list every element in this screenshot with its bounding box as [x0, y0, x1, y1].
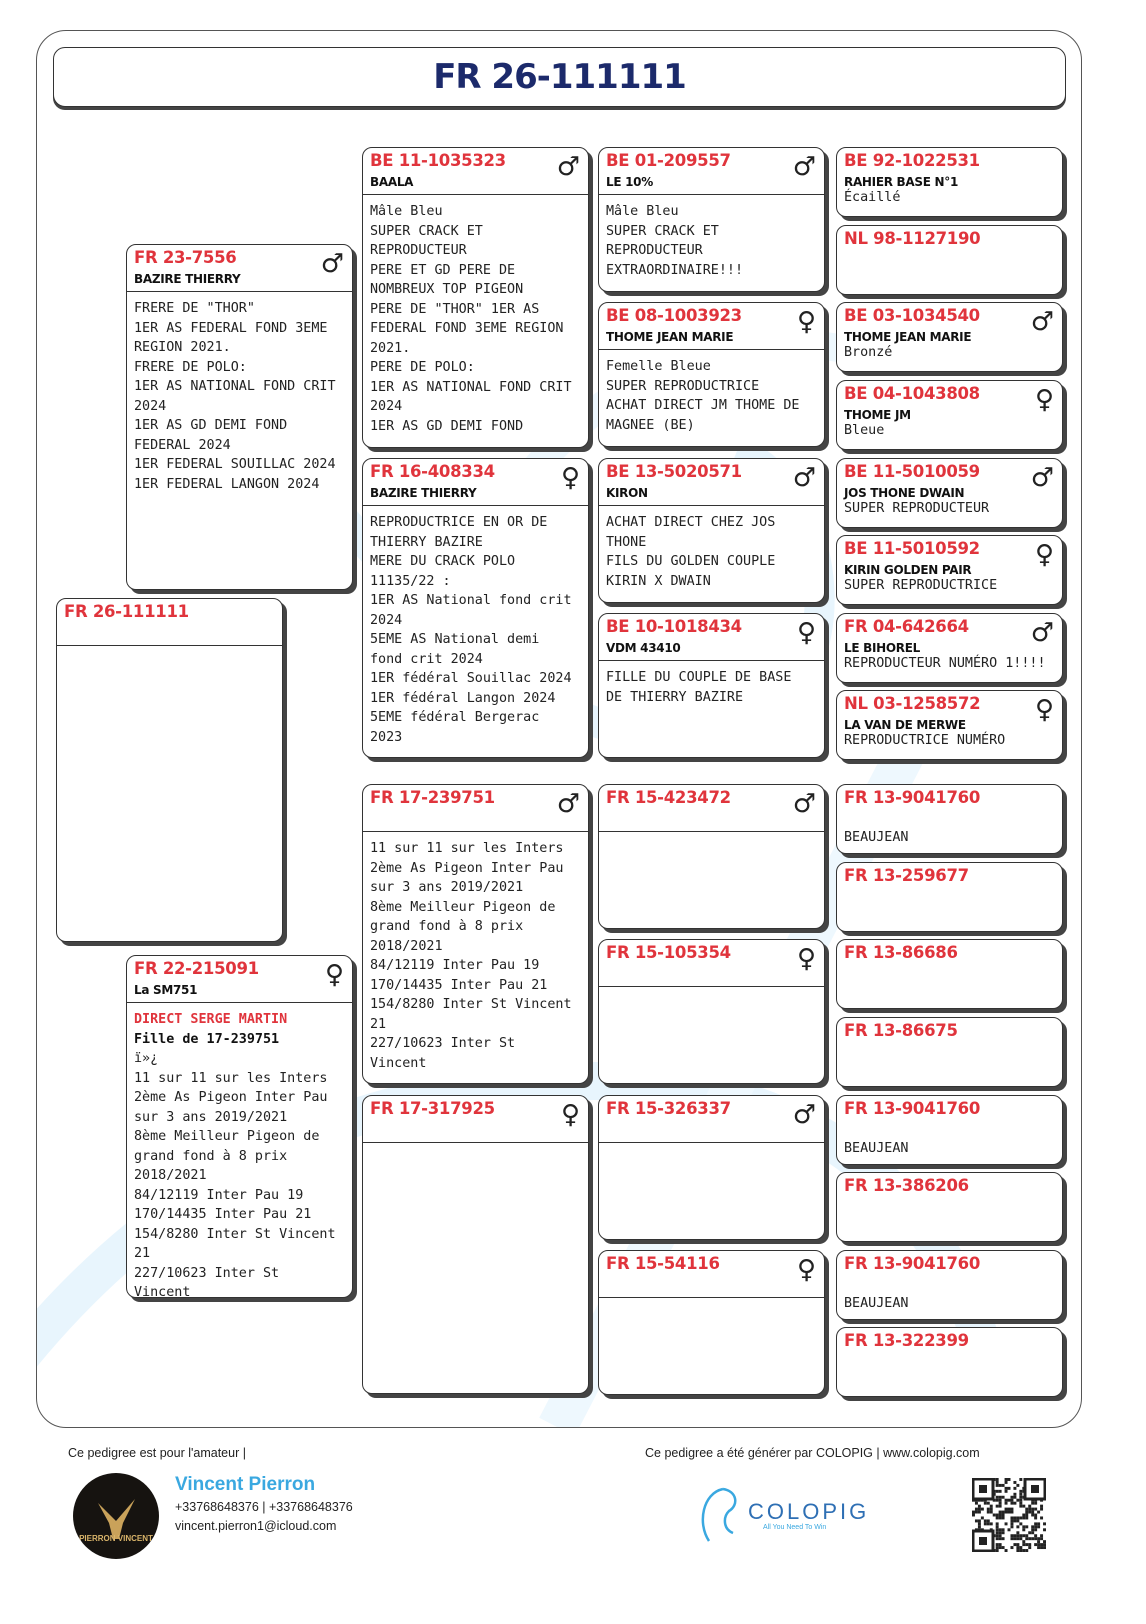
- male-icon: ♂: [792, 1100, 816, 1130]
- note-line: MERE DU CRACK POLO: [370, 554, 516, 569]
- title-box: [53, 47, 1066, 107]
- note-line: REPRODUCTRICE NUMÉRO: [844, 733, 1006, 748]
- pedigree-card[interactable]: [836, 939, 1063, 1009]
- note-line: grand fond à 8 prix: [134, 1148, 288, 1164]
- ring-number: BE 92-1022531: [844, 151, 980, 170]
- card-divider: [599, 986, 824, 987]
- pedigree-card[interactable]: [836, 690, 1063, 760]
- note-line: Bleue: [844, 423, 885, 438]
- card-divider: [599, 660, 824, 661]
- note-line: DIRECT SERGE MARTIN: [134, 1012, 288, 1027]
- ring-number: FR 13-322399: [844, 1331, 969, 1350]
- pedigree-card[interactable]: [836, 862, 1063, 932]
- ring-number: FR 13-86675: [844, 1021, 958, 1040]
- note-line: 84/12119 Inter Pau 19: [134, 1187, 304, 1203]
- note-line: BEAUJEAN: [844, 1141, 909, 1156]
- male-icon: ♂: [1030, 307, 1054, 337]
- note-line: REGION 2021.: [134, 340, 231, 355]
- card-notes: [606, 513, 820, 591]
- note-line: 2018/2021: [370, 938, 443, 954]
- pedigree-card[interactable]: [836, 1172, 1063, 1242]
- ring-number: FR 13-259677: [844, 866, 969, 885]
- ring-number: BE 04-1043808: [844, 384, 980, 403]
- female-icon: ♀: [796, 944, 816, 974]
- note-line: Fille de 17-239751: [134, 1031, 280, 1047]
- pigeon-name: KIRON: [606, 486, 648, 500]
- pedigree-card[interactable]: [598, 458, 825, 603]
- ring-number: FR 04-642664: [844, 617, 969, 636]
- ring-number: NL 98-1127190: [844, 229, 981, 248]
- note-line: 170/14435 Inter Pau 21: [370, 977, 548, 993]
- ring-number: FR 23-7556: [134, 248, 237, 267]
- ring-number: FR 15-423472: [606, 788, 731, 807]
- pedigree-card[interactable]: [362, 147, 589, 448]
- pedigree-card[interactable]: [836, 535, 1063, 605]
- female-icon: ♀: [1034, 540, 1054, 570]
- card-divider: [599, 831, 824, 832]
- note-line: 154/8280 Inter St Vincent: [134, 1226, 336, 1242]
- pedigree-card[interactable]: [56, 598, 283, 942]
- note-line: 8ème Meilleur Pigeon de: [134, 1129, 320, 1144]
- note-line: 2021.: [370, 340, 411, 356]
- card-notes: [844, 500, 1058, 517]
- ring-number: FR 15-54116: [606, 1254, 720, 1273]
- pigeon-name: La SM751: [134, 983, 198, 997]
- pedigree-card[interactable]: [836, 784, 1063, 854]
- card-notes: [606, 357, 820, 435]
- pedigree-card[interactable]: [362, 458, 589, 758]
- note-line: 2ème As Pigeon Inter Pau: [370, 860, 564, 876]
- ring-number: BE 10-1018434: [606, 617, 742, 636]
- note-line: MAGNEE (BE): [606, 417, 695, 433]
- pedigree-card[interactable]: [126, 244, 353, 590]
- pedigree-card[interactable]: [836, 225, 1063, 295]
- ring-number: FR 13-386206: [844, 1176, 969, 1195]
- note-line: REPRODUCTRICE EN OR DE: [370, 515, 548, 530]
- male-icon: ♂: [1030, 618, 1054, 648]
- pedigree-card[interactable]: [598, 939, 825, 1084]
- pedigree-card[interactable]: [362, 784, 589, 1084]
- pedigree-card[interactable]: [836, 1327, 1063, 1397]
- ring-number: BE 11-5010059: [844, 462, 980, 481]
- card-divider: [599, 1297, 824, 1298]
- ring-number: FR 13-9041760: [844, 1254, 980, 1273]
- ring-number: FR 16-408334: [370, 462, 495, 481]
- card-notes: [844, 1140, 1058, 1157]
- note-line: sur 3 ans 2019/2021: [134, 1109, 288, 1125]
- ring-number: BE 11-5010592: [844, 539, 980, 558]
- note-line: 154/8280 Inter St Vincent: [370, 997, 572, 1012]
- note-line: 2018/2021: [134, 1168, 207, 1183]
- pigeon-name: JOS THONE DWAIN: [844, 486, 965, 500]
- ring-number: FR 22-215091: [134, 959, 259, 978]
- pigeon-name: LE BIHOREL: [844, 641, 920, 655]
- note-line: 1ER FEDERAL LANGON 2024: [134, 476, 320, 492]
- note-line: PERE DE "THOR" 1ER AS: [370, 301, 540, 317]
- note-line: Bronzé: [844, 345, 893, 360]
- card-notes: [370, 839, 584, 1073]
- ring-number: BE 08-1003923: [606, 306, 742, 325]
- pedigree-card[interactable]: [598, 1250, 825, 1395]
- note-line: 2024: [134, 398, 167, 414]
- pigeon-name: KIRIN GOLDEN PAIR: [844, 563, 972, 577]
- ring-number: FR 13-86686: [844, 943, 958, 962]
- pigeon-name: BAZIRE THIERRY: [134, 272, 241, 286]
- card-divider: [599, 505, 824, 506]
- note-line: 1ER fédéral Langon 2024: [370, 690, 556, 706]
- note-line: SUPER REPRODUCTRICE: [606, 378, 760, 394]
- female-icon: ♀: [1034, 695, 1054, 725]
- ring-number: FR 15-105354: [606, 943, 731, 962]
- note-line: 21: [370, 1016, 387, 1032]
- ring-number: BE 11-1035323: [370, 151, 506, 170]
- card-divider: [127, 291, 352, 292]
- female-icon: ♀: [796, 618, 816, 648]
- female-icon: ♀: [796, 1255, 816, 1285]
- card-divider: [127, 1002, 352, 1003]
- note-line: 1ER AS GD DEMI FOND: [134, 418, 288, 433]
- note-line: ACHAT DIRECT CHEZ JOS: [606, 515, 776, 530]
- ring-number: BE 13-5020571: [606, 462, 742, 481]
- note-line: KIRIN X DWAIN: [606, 573, 711, 589]
- note-line: 1ER FEDERAL SOUILLAC 2024: [134, 457, 336, 472]
- note-line: 11 sur 11 sur les Inters: [370, 841, 564, 856]
- female-icon: ♀: [324, 960, 344, 990]
- note-line: SUPER CRACK ET: [606, 223, 719, 239]
- note-line: 227/10623 Inter St: [370, 1036, 516, 1051]
- pedigree-card[interactable]: [836, 1095, 1063, 1165]
- note-line: NOMBREUX TOP PIGEON: [370, 282, 524, 297]
- footer-right-note: Ce pedigree a été générer par COLOPIG | www.colopig.com: [645, 1446, 980, 1460]
- card-divider: [599, 194, 824, 195]
- note-line: 1ER AS NATIONAL FOND CRIT: [370, 379, 572, 395]
- card-notes: [606, 668, 820, 707]
- note-line: SUPER REPRODUCTRICE: [844, 578, 998, 593]
- note-line: SUPER REPRODUCTEUR: [844, 501, 990, 516]
- note-line: Écaillé: [844, 190, 901, 205]
- note-line: REPRODUCTEUR: [606, 243, 703, 258]
- card-divider: [363, 505, 588, 506]
- ring-number: FR 26-111111: [64, 602, 189, 621]
- note-line: 11135/22 :: [370, 573, 451, 589]
- note-line: DE THIERRY BAZIRE: [606, 689, 744, 705]
- note-line: Mâle Bleu: [370, 204, 443, 219]
- pigeon-name: VDM 43410: [606, 641, 681, 655]
- pedigree-card[interactable]: [836, 1017, 1063, 1087]
- note-line: FRERE DE POLO:: [134, 359, 247, 375]
- ring-number: BE 01-209557: [606, 151, 731, 170]
- pigeon-name: THOME JM: [844, 408, 911, 422]
- note-line: Femelle Bleue: [606, 359, 711, 374]
- pedigree-card[interactable]: [598, 784, 825, 929]
- pigeon-name: THOME JEAN MARIE: [844, 330, 972, 344]
- ring-number: FR 17-317925: [370, 1099, 495, 1118]
- card-notes: [844, 189, 1058, 206]
- owner-phones: +33768648376 | +33768648376: [175, 1500, 353, 1514]
- note-line: REPRODUCTEUR: [370, 243, 467, 258]
- note-line: 2024: [370, 399, 403, 414]
- pedigree-card[interactable]: [836, 613, 1063, 683]
- note-line: 170/14435 Inter Pau 21: [134, 1207, 312, 1222]
- note-line: FILLE DU COUPLE DE BASE: [606, 670, 792, 685]
- card-notes: [844, 1295, 1058, 1312]
- note-line: 5EME AS National demi: [370, 632, 540, 647]
- pedigree-card[interactable]: [836, 458, 1063, 528]
- note-line: EXTRAORDINAIRE!!!: [606, 262, 744, 278]
- pedigree-card[interactable]: [598, 613, 825, 758]
- ring-number: FR 15-326337: [606, 1099, 731, 1118]
- note-line: FRERE DE "THOR": [134, 301, 255, 316]
- card-divider: [57, 645, 282, 646]
- card-notes: [844, 577, 1058, 594]
- note-line: 11 sur 11 sur les Inters: [134, 1070, 328, 1086]
- card-notes: [370, 202, 584, 436]
- note-line: REPRODUCTEUR NUMÉRO 1!!!!: [844, 656, 1046, 671]
- pedigree-card[interactable]: [836, 147, 1063, 217]
- ring-number: FR 13-9041760: [844, 1099, 980, 1118]
- male-icon: ♂: [792, 463, 816, 493]
- note-line: Mâle Bleu: [606, 204, 679, 219]
- note-line: 2ème As Pigeon Inter Pau: [134, 1090, 328, 1105]
- female-icon: ♀: [560, 463, 580, 493]
- note-line: BEAUJEAN: [844, 830, 909, 845]
- male-icon: ♂: [556, 789, 580, 819]
- pigeon-name: LE 10%: [606, 175, 653, 189]
- note-line: 8ème Meilleur Pigeon de: [370, 899, 556, 915]
- card-notes: [844, 344, 1058, 361]
- note-line: BEAUJEAN: [844, 1296, 909, 1311]
- ring-number: BE 03-1034540: [844, 306, 980, 325]
- card-divider: [363, 831, 588, 832]
- note-line: 1ER AS NATIONAL FOND CRIT: [134, 379, 336, 394]
- note-line: sur 3 ans 2019/2021: [370, 880, 524, 895]
- pedigree-card[interactable]: [836, 1250, 1063, 1320]
- card-notes: [370, 513, 584, 747]
- card-divider: [599, 349, 824, 350]
- owner-logo-text: PIERRON VINCENT: [79, 1534, 153, 1543]
- male-icon: ♂: [320, 249, 344, 279]
- card-notes: [134, 299, 348, 494]
- note-line: FEDERAL FOND 3EME REGION: [370, 321, 564, 336]
- footer-left-note: Ce pedigree est pour l'amateur |: [68, 1446, 246, 1460]
- note-line: grand fond à 8 prix: [370, 919, 524, 934]
- note-line: 1ER AS FEDERAL FOND 3EME: [134, 320, 328, 336]
- pedigree-card[interactable]: [836, 302, 1063, 372]
- male-icon: ♂: [792, 152, 816, 182]
- card-divider: [599, 1142, 824, 1143]
- note-line: THONE: [606, 534, 647, 550]
- colopig-brand-name: COLOPIG: [748, 1499, 870, 1524]
- pigeon-name: THOME JEAN MARIE: [606, 330, 734, 344]
- female-icon: ♀: [796, 307, 816, 337]
- note-line: FEDERAL 2024: [134, 437, 231, 453]
- card-notes: [606, 202, 820, 280]
- note-line: Vincent: [134, 1285, 191, 1298]
- pigeon-name: LA VAN DE MERWE: [844, 718, 966, 732]
- qr-code[interactable]: [972, 1478, 1046, 1552]
- card-divider: [363, 1142, 588, 1143]
- page-title: FR 26-111111: [433, 57, 686, 97]
- note-line: THIERRY BAZIRE: [370, 534, 483, 550]
- note-line: FILS DU GOLDEN COUPLE: [606, 554, 776, 569]
- note-line: 21: [134, 1246, 151, 1261]
- note-line: ï»¿: [134, 1051, 159, 1066]
- note-line: 2024: [370, 612, 403, 628]
- card-notes: [134, 1010, 348, 1298]
- card-notes: [844, 655, 1058, 672]
- ring-number: NL 03-1258572: [844, 694, 981, 713]
- note-line: PERE ET GD PERE DE: [370, 262, 516, 278]
- pedigree-card[interactable]: [598, 302, 825, 447]
- pigeon-name: RAHIER BASE N°1: [844, 175, 958, 189]
- male-icon: ♂: [1030, 463, 1054, 493]
- note-line: fond crit 2024: [370, 651, 483, 667]
- ring-number: FR 13-9041760: [844, 788, 980, 807]
- note-line: SUPER CRACK ET: [370, 223, 483, 239]
- card-divider: [363, 194, 588, 195]
- pedigree-card[interactable]: [362, 1095, 589, 1394]
- note-line: ACHAT DIRECT JM THOME DE: [606, 398, 800, 413]
- card-notes: [844, 829, 1058, 846]
- note-line: PERE DE POLO:: [370, 360, 475, 375]
- female-icon: ♀: [560, 1100, 580, 1130]
- card-notes: [844, 422, 1058, 439]
- owner-email[interactable]: vincent.pierron1@icloud.com: [175, 1519, 337, 1533]
- ring-number: FR 17-239751: [370, 788, 495, 807]
- note-line: 84/12119 Inter Pau 19: [370, 958, 540, 973]
- card-notes: [844, 732, 1058, 749]
- note-line: 1ER AS GD DEMI FOND: [370, 418, 524, 434]
- owner-logo: [73, 1473, 159, 1559]
- male-icon: ♂: [556, 152, 580, 182]
- male-icon: ♂: [792, 789, 816, 819]
- note-line: 5EME fédéral Bergerac: [370, 710, 540, 725]
- pigeon-name: BAZIRE THIERRY: [370, 486, 477, 500]
- pedigree-card[interactable]: [836, 380, 1063, 450]
- note-line: 227/10623 Inter St: [134, 1265, 280, 1281]
- colopig-logo: [693, 1483, 870, 1553]
- pigeon-name: BAALA: [370, 175, 414, 189]
- pedigree-card[interactable]: [598, 1095, 825, 1240]
- female-icon: ♀: [1034, 385, 1054, 415]
- pedigree-card[interactable]: [598, 147, 825, 292]
- note-line: 1ER fédéral Souillac 2024: [370, 671, 572, 686]
- note-line: Vincent: [370, 1055, 427, 1071]
- pedigree-card[interactable]: [126, 955, 353, 1298]
- note-line: 2023: [370, 729, 403, 745]
- owner-name: Vincent Pierron: [175, 1474, 316, 1495]
- note-line: 1ER AS National fond crit: [370, 593, 572, 608]
- colopig-tagline: All You Need To Win: [763, 1524, 827, 1531]
